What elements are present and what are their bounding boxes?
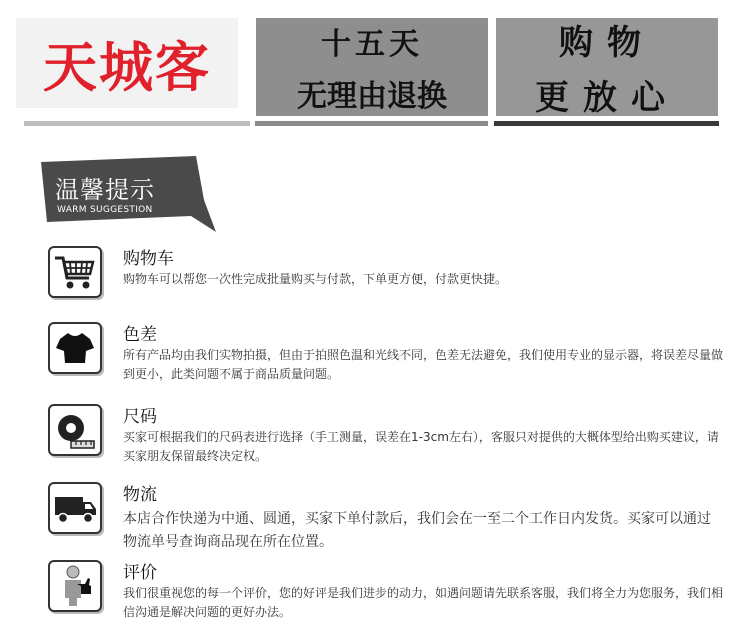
tip-desc-size: 买家可根据我们的尺码表进行选择（手工测量，误差在1-3cm左右），客服只对提供的大概体型给出购买建议，请买家朋友保留最终决定权。: [123, 430, 719, 463]
tshirt-icon: [48, 322, 102, 374]
tip-title-color: 色差: [123, 325, 157, 345]
tape-measure-icon: [48, 404, 102, 456]
tip-title-cart: 购物车: [123, 249, 174, 269]
header-divider-1: [24, 121, 250, 126]
tip-desc-logistics: 本店合作快递为中通、圆通，买家下单付款后，我们会在一至二个工作日内发货。买家可以通过物流单号查询商品现在所在位置。: [123, 511, 711, 550]
shopping-assurance-banner: [496, 18, 718, 116]
tip-desc-color: 所有产品均由我们实物拍摄，但由于拍照色温和光线不同，色差无法避免，我们使用专业的显示器，将误差尽量做到更小，此类问题不属于商品质量问题。: [123, 348, 724, 381]
truck-icon: [48, 482, 102, 534]
header-divider-3: [494, 121, 719, 126]
tag-subtitle: WARM SUGGESTION: [57, 205, 153, 215]
return-policy-banner: [256, 18, 488, 116]
tip-title-size: 尺码: [123, 407, 157, 427]
store-logo: [16, 18, 238, 108]
tip-desc-cart: 购物车可以帮您一次性完成批量购买与付款，下单更方便，付款更快捷。: [123, 272, 508, 286]
thumbs-up-person-icon: [48, 560, 102, 612]
warm-suggestion-tag: [41, 156, 216, 232]
tip-title-logistics: 物流: [123, 485, 157, 505]
tip-title-review: 评价: [123, 563, 157, 583]
promo-shopping: 购物: [559, 23, 655, 63]
promo-more-assured: 更放心: [535, 78, 679, 118]
tag-title: 温馨提示: [55, 176, 155, 204]
header-divider-2: [255, 121, 488, 126]
tip-desc-review: 我们很重视您的每一个评价，您的好评是我们进步的动力，如遇问题请先联系客服，我们将全力为您服务，我们相信沟通是解决问题的更好办法。: [123, 586, 724, 619]
promo-days: 十五天: [321, 27, 423, 62]
logo-text: 天城客: [43, 35, 211, 99]
shopping-cart-icon: [48, 246, 102, 298]
promo-no-reason-return: 无理由退换: [297, 79, 447, 114]
